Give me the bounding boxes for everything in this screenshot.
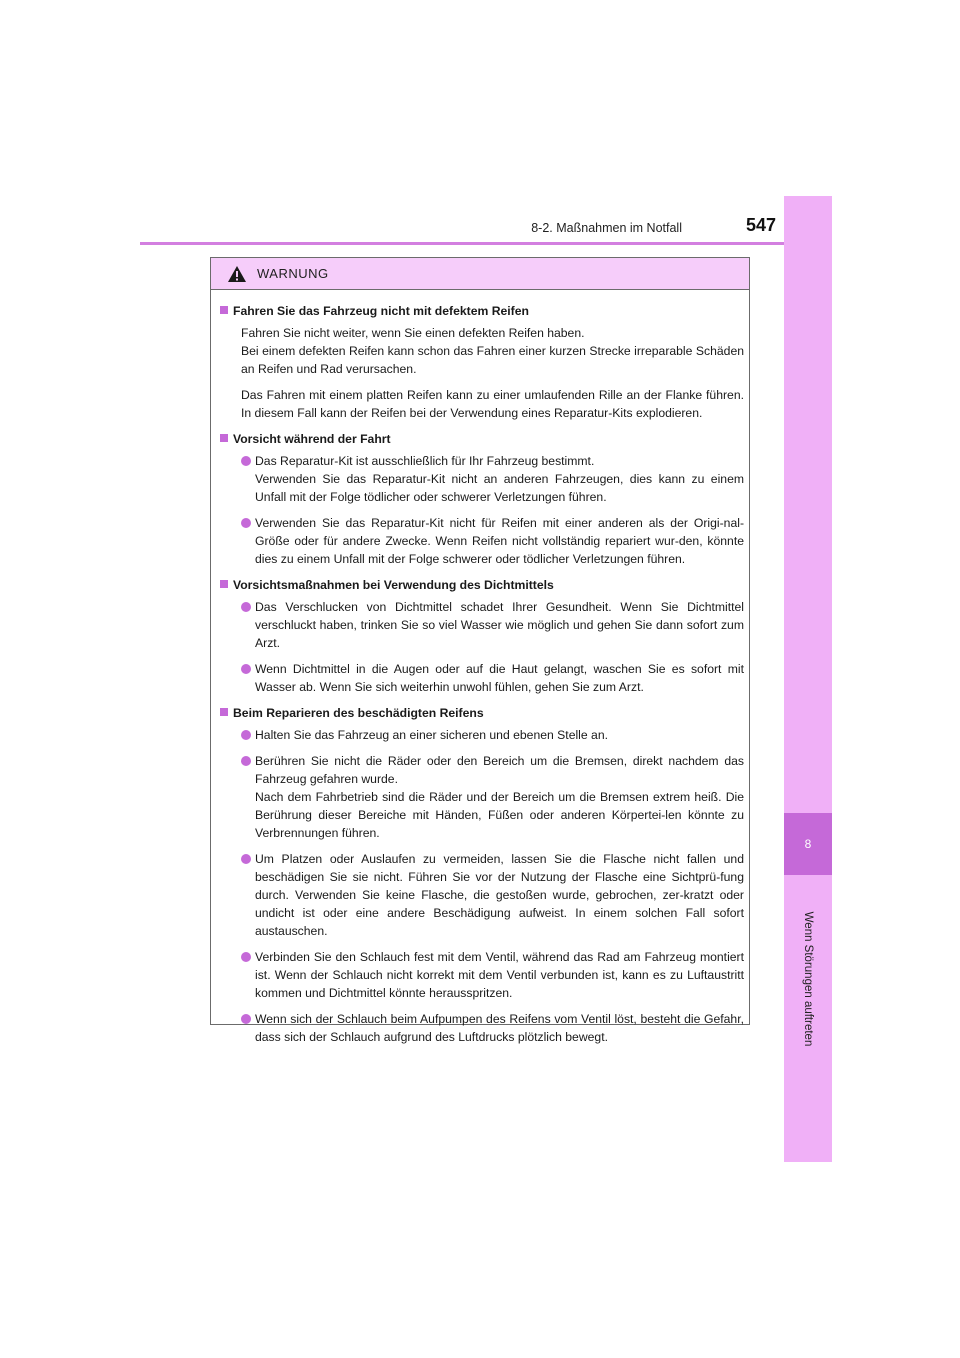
round-bullet-icon (241, 456, 251, 466)
warning-paragraph: Bei einem defekten Reifen kann schon das Fahren einer kurzen Strecke irreparable Schäden an Reifen und Rad verursachen. (241, 344, 744, 376)
bullet-item (241, 752, 744, 842)
chapter-number: 8 (784, 813, 832, 875)
warning-paragraph: Fahren Sie nicht weiter, wenn Sie einen defekten Reifen haben. (241, 326, 585, 340)
warning-section-heading (220, 302, 744, 320)
bullet-line: Um Platzen oder Auslaufen zu vermeiden, lassen Sie die Flasche nicht fallen und beschädigen Sie sie nicht. Führen Sie vor der Nutzung der Flasche eine Sichtprü-fung durch. Verwenden Sie keine Flasche, die gestoßen wurde, gebrochen, zer-kratzt oder undicht ist oder eine andere Beschädigung aufweist. In einem solchen Fall sofort austauschen. (255, 852, 744, 938)
bullet-item (241, 452, 744, 506)
square-bullet-icon (220, 306, 228, 314)
bullet-line: Halten Sie das Fahrzeug an einer sicheren und ebenen Stelle an. (255, 728, 608, 742)
page-number: 547 (745, 215, 776, 235)
bullet-line: Das Reparatur-Kit ist ausschließlich für Ihr Fahrzeug bestimmt. (255, 454, 595, 468)
heading-text: Vorsichtsmaßnahmen bei Verwendung des Dichtmittels (233, 578, 554, 592)
bullet-line: Verwenden Sie das Reparatur-Kit nicht für Reifen mit einer anderen als der Origi-nal-Größe oder für andere Zwecke. Wenn Reifen nicht vollständig repariert wur-den, könnte dies zu einem Unfall mit der Folge schwerer oder tödlicher Verletzungen führen. (255, 516, 744, 566)
square-bullet-icon (220, 708, 228, 716)
heading-text: Vorsicht während der Fahrt (233, 432, 391, 446)
warning-header (211, 258, 749, 290)
bullet-text (255, 850, 744, 940)
round-bullet-icon (241, 952, 251, 962)
bullet-line: Berühren Sie nicht die Räder oder den Bereich um die Bremsen, direkt nachdem das Fahrzeug gefahren wurde. (255, 754, 744, 786)
chapter-side-tab (784, 196, 832, 1162)
bullet-text (255, 514, 744, 568)
bullet-text (255, 452, 744, 506)
bullet-item (241, 948, 744, 1002)
round-bullet-icon (241, 730, 251, 740)
bullet-line: Verwenden Sie das Reparatur-Kit nicht an anderen Fahrzeugen, dies kann zu einem Unfall mit der Folge tödlicher oder schwerer Verletzungen führen. (255, 472, 744, 504)
warning-body (211, 290, 749, 1046)
bullet-text (255, 948, 744, 1002)
round-bullet-icon (241, 756, 251, 766)
bullet-item (241, 1010, 744, 1046)
square-bullet-icon (220, 434, 228, 442)
round-bullet-icon (241, 602, 251, 612)
bullet-line: Nach dem Fahrbetrieb sind die Räder und der Bereich um die Bremsen extrem heiß. Die Berührung dieser Bereiche mit Händen, Füßen oder anderen Körpertei-len könnte zu Verbrennungen führen. (255, 790, 744, 840)
bullet-item (241, 850, 744, 940)
bullet-item (241, 514, 744, 568)
bullet-line: Wenn Dichtmittel in die Augen oder auf die Haut gelangt, waschen Sie es sofort mit Wasser ab. Wenn Sie sich weiterhin unwohl fühlen, gehen Sie zum Arzt. (255, 662, 744, 694)
bullet-text (255, 752, 744, 842)
header-rule (140, 242, 832, 245)
heading-text: Fahren Sie das Fahrzeug nicht mit defektem Reifen (233, 304, 529, 318)
bullet-text (255, 726, 744, 744)
round-bullet-icon (241, 664, 251, 674)
warning-section-heading (220, 704, 744, 722)
bullet-item (241, 726, 744, 744)
round-bullet-icon (241, 1014, 251, 1024)
bullet-line: Das Verschlucken von Dichtmittel schadet Ihrer Gesundheit. Wenn Sie Dichtmittel verschluckt haben, trinken Sie so viel Wasser wie möglich und gehen Sie dann sofort zum Arzt. (255, 600, 744, 650)
bullet-item (241, 660, 744, 696)
warning-section-heading (220, 576, 744, 594)
section-title: 8-2. Maßnahmen im Notfall (531, 221, 682, 235)
warning-box (210, 257, 750, 1044)
warning-paragraph: Das Fahren mit einem platten Reifen kann zu einer umlaufenden Rille an der Flanke führen. In diesem Fall kann der Reifen bei der Verwendung eines Reparatur-Kits explodieren. (241, 388, 744, 420)
bullet-text (255, 598, 744, 652)
square-bullet-icon (220, 580, 228, 588)
warning-section-heading (220, 430, 744, 448)
bullet-line: Verbinden Sie den Schlauch fest mit dem Ventil, während das Rad am Fahrzeug montiert ist. Wenn der Schlauch nicht korrekt mit dem Ventil verbunden ist, kann es zu Luftaustritt kommen und Dichtmittel könnte herausspritzen. (255, 950, 744, 1000)
chapter-label: Wenn Störungen auftreten (802, 911, 814, 1047)
bullet-item (241, 598, 744, 652)
round-bullet-icon (241, 854, 251, 864)
bullet-text (255, 660, 744, 696)
bullet-line: Wenn sich der Schlauch beim Aufpumpen des Reifens vom Ventil löst, besteht die Gefahr, dass sich der Schlauch aufgrund des Luftdrucks plötzlich bewegt. (255, 1012, 744, 1044)
round-bullet-icon (241, 518, 251, 528)
bullet-text (255, 1010, 744, 1046)
warning-title: WARNUNG (257, 266, 329, 281)
heading-text: Beim Reparieren des beschädigten Reifens (233, 706, 484, 720)
warning-triangle-icon (227, 265, 247, 283)
